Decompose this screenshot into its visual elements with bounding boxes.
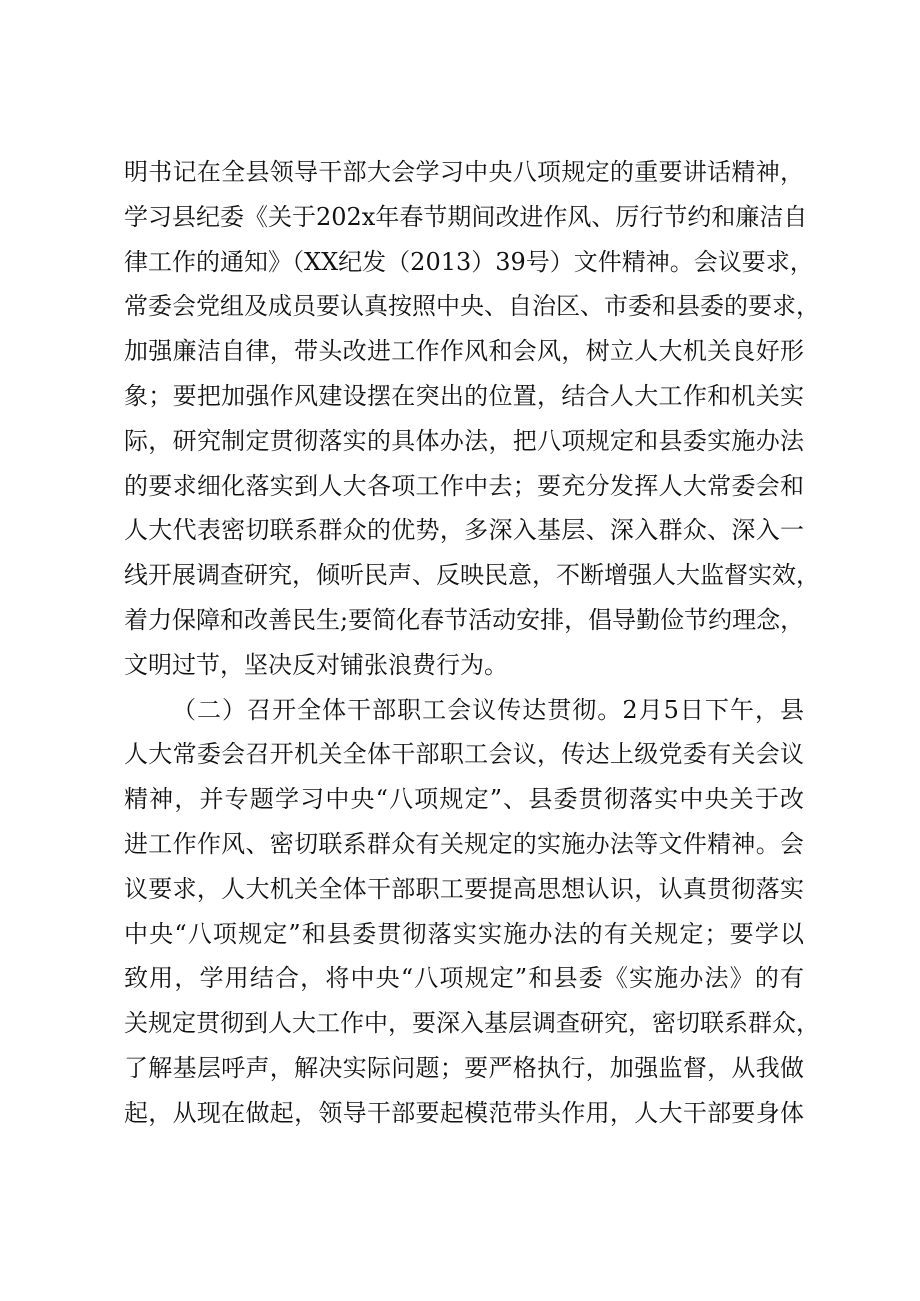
text-line: 的要求细化落实到人大各项工作中去；要充分发挥人大常委会和: [124, 471, 804, 500]
text-line: 了解基层呼声，解决实际问题；要严格执行，加强监督，从我做: [124, 1053, 804, 1082]
text-line: 进工作作风、密切联系群众有关规定的实施办法等文件精神。会: [124, 829, 804, 858]
text-line: 致用，学用结合，将中央“八项规定”和县委《实施办法》的有: [124, 964, 804, 993]
text-line: 中央“八项规定”和县委贯彻落实实施办法的有关规定；要学以: [124, 919, 804, 948]
text-line: 际，研究制定贯彻落实的具体办法，把八项规定和县委实施办法: [124, 426, 804, 455]
section-heading-line: （二）召开全体干部职工会议传达贯彻。2月5日下午，县: [172, 695, 804, 724]
text-line: 人大代表密切联系群众的优势，多深入基层、深入群众、深入一: [124, 516, 804, 545]
text-line: 学习县纪委《关于202x年春节期间改进作风、厉行节约和廉洁自: [124, 202, 808, 231]
text-line: 文明过节，坚决反对铺张浪费行为。: [124, 650, 508, 679]
text-line: 明书记在全县领导干部大会学习中央八项规定的重要讲话精神，: [124, 158, 804, 186]
text-line: 着力保障和改善民生;要简化春节活动安排，倡导勤俭节约理念，: [124, 605, 805, 634]
text-line: 人大常委会召开机关全体干部职工会议，传达上级党委有关会议: [124, 740, 804, 769]
text-line: 加强廉洁自律，带头改进工作作风和会风，树立人大机关良好形: [124, 337, 804, 366]
text-line: 常委会党组及成员要认真按照中央、自治区、市委和县委的要求，: [124, 292, 820, 321]
text-line: 关规定贯彻到人大工作中，要深入基层调查研究，密切联系群众，: [124, 1009, 820, 1038]
text-line: 线开展调查研究，倾听民声、反映民意，不断增强人大监督实效，: [124, 561, 820, 590]
text-line: 起，从现在做起，领导干部要起模范带头作用，人大干部要身体: [124, 1098, 804, 1127]
text-line: 律工作的通知》（XX纪发（2013）39号）文件精神。会议要求，: [124, 247, 814, 276]
text-line: 精神，并专题学习中央“八项规定”、县委贯彻落实中央关于改: [124, 785, 804, 814]
text-line: 议要求，人大机关全体干部职工要提高思想认识，认真贯彻落实: [124, 874, 804, 903]
body-text: [124, 150, 820, 1136]
text-line: 象；要把加强作风建设摆在突出的位置，结合人大工作和机关实: [124, 381, 804, 410]
